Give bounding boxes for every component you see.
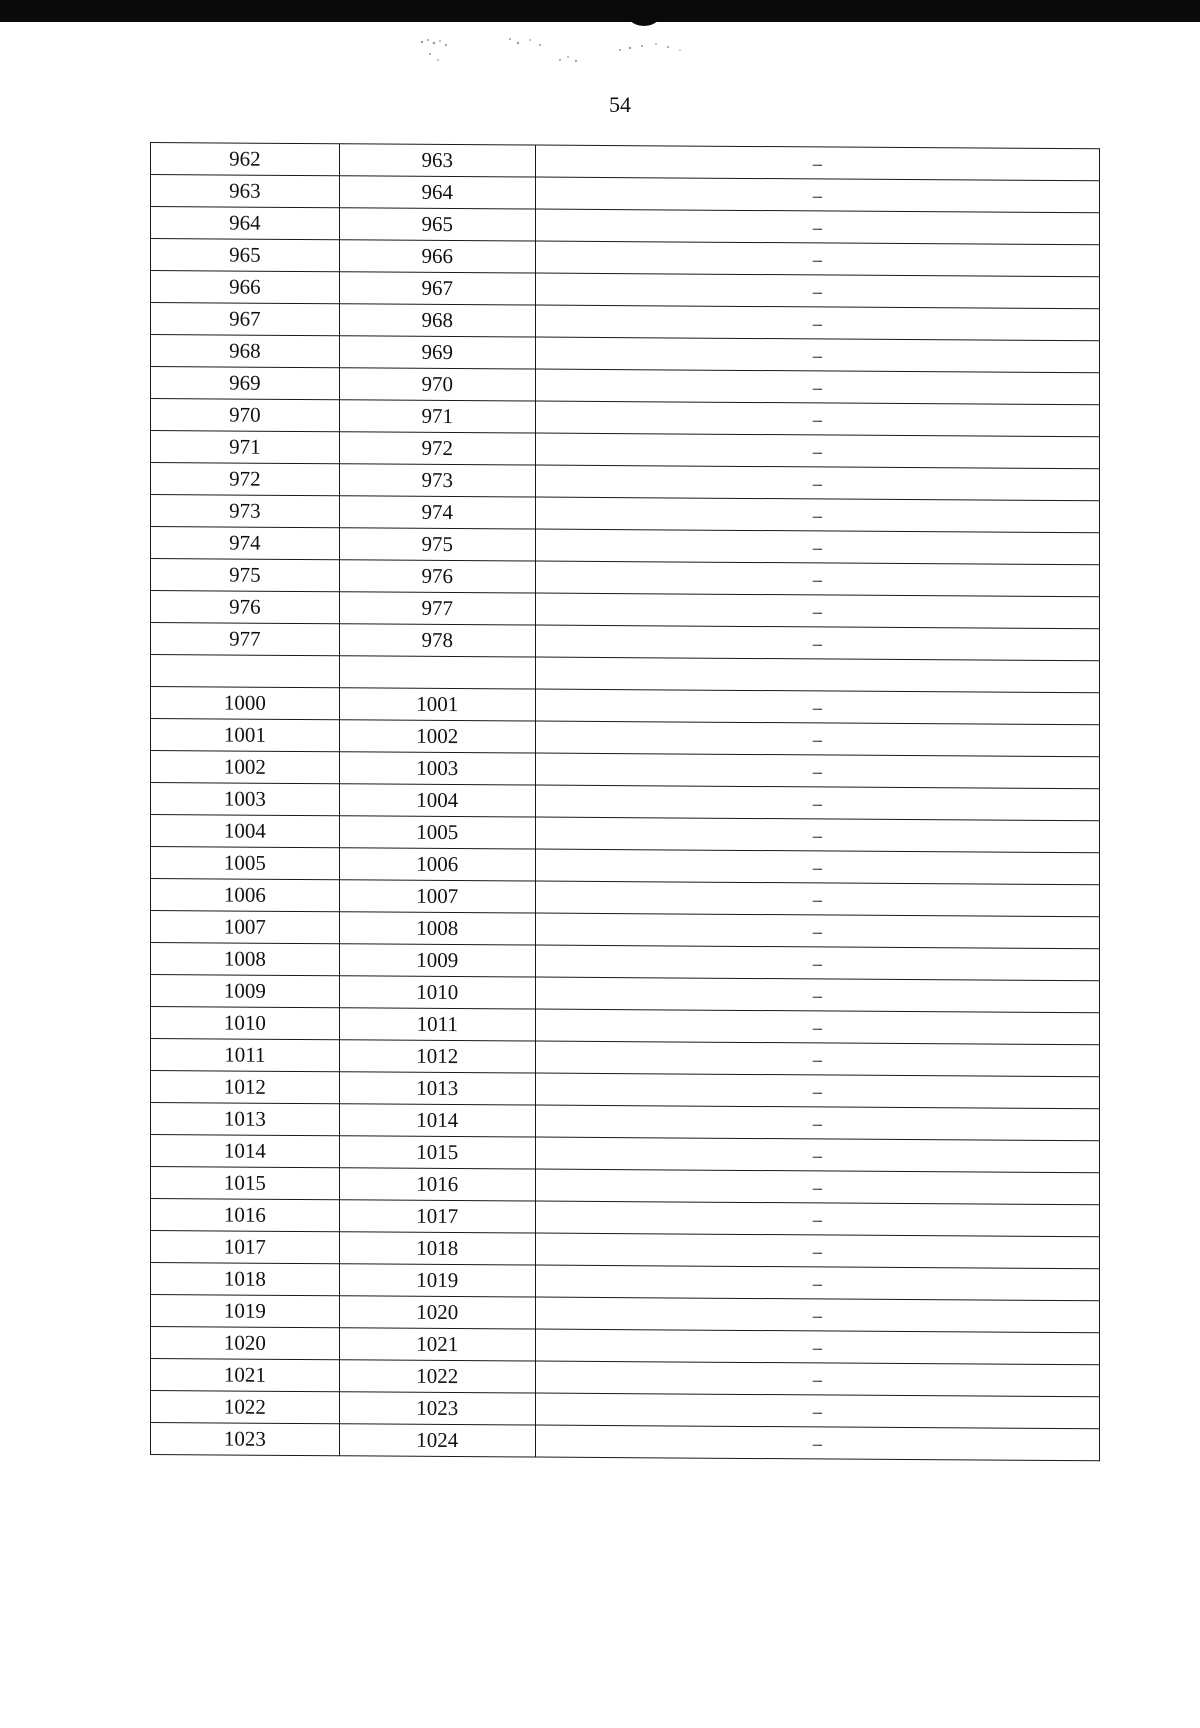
cell-value-text: – <box>812 825 822 846</box>
cell-value <box>535 497 1099 533</box>
scan-binding-mark <box>622 0 666 26</box>
cell-value <box>535 1009 1099 1045</box>
cell-value <box>535 1361 1099 1397</box>
cell-value <box>535 817 1099 853</box>
cell-from: 1018 <box>151 1263 340 1296</box>
cell-value-text: – <box>812 1177 822 1198</box>
cell-value-text: – <box>812 697 822 718</box>
cell-value <box>535 529 1099 565</box>
cell-value <box>535 625 1099 661</box>
cell-to: 1011 <box>339 1008 535 1041</box>
cell-value <box>535 1329 1099 1365</box>
cell-value-text: – <box>812 345 822 366</box>
cell-from: 1019 <box>151 1295 340 1328</box>
cell-value-text: – <box>812 153 822 174</box>
cell-from: 1000 <box>151 687 340 720</box>
cell-value <box>535 273 1099 309</box>
cell-value <box>535 465 1099 501</box>
cell-value <box>535 849 1099 885</box>
cell-from: 1014 <box>151 1135 340 1168</box>
cell-to: 1013 <box>339 1072 535 1105</box>
cell-to: 1020 <box>339 1296 535 1329</box>
cell-value <box>535 1297 1099 1333</box>
cell-from: 1015 <box>151 1167 340 1200</box>
cell-value <box>535 753 1099 789</box>
cell-from: 1022 <box>151 1391 340 1424</box>
cell-value-text: – <box>812 633 822 654</box>
cell-from: 1023 <box>151 1423 340 1456</box>
cell-from: 1016 <box>151 1199 340 1232</box>
cell-value <box>535 305 1099 341</box>
cell-value-text: – <box>812 185 822 206</box>
cell-value-text: – <box>812 281 822 302</box>
cell-to: 1015 <box>339 1136 535 1169</box>
cell-from: 1010 <box>151 1007 340 1040</box>
cell-value-text: – <box>812 1305 822 1326</box>
cell-value <box>535 1073 1099 1109</box>
cell-to: 973 <box>339 464 535 497</box>
cell-value-text: – <box>812 1433 822 1454</box>
cell-value-text: – <box>812 1273 822 1294</box>
cell-to: 975 <box>339 528 535 561</box>
cell-value-text: – <box>812 1401 822 1422</box>
cell-value-text: – <box>812 1113 822 1134</box>
cell-from: 1007 <box>151 911 340 944</box>
cell-from: 969 <box>151 367 340 400</box>
cell-value-text: – <box>812 985 822 1006</box>
cell-value <box>535 1137 1099 1173</box>
cell-value <box>535 209 1099 245</box>
scan-top-edge <box>0 0 1200 22</box>
cell-to: 1009 <box>339 944 535 977</box>
page-number: 54 <box>609 92 631 117</box>
cell-value-text: – <box>812 1369 822 1390</box>
cell-from: 1013 <box>151 1103 340 1136</box>
cell-value <box>535 433 1099 469</box>
cell-value <box>535 1201 1099 1237</box>
cell-value <box>535 369 1099 405</box>
cell-value-text: – <box>812 441 822 462</box>
cell-value <box>535 337 1099 373</box>
cell-to: 978 <box>339 624 535 657</box>
cell-from: 972 <box>151 463 340 496</box>
cell-to: 964 <box>339 176 535 209</box>
cell-to: 976 <box>339 560 535 593</box>
cell-to: 1016 <box>339 1168 535 1201</box>
cell-from: 966 <box>151 271 340 304</box>
cell-value <box>535 1393 1099 1429</box>
cell-value-text: – <box>812 377 822 398</box>
cell-to: 972 <box>339 432 535 465</box>
cell-to <box>339 656 535 689</box>
cell-from: 975 <box>151 559 340 592</box>
cell-to: 1012 <box>339 1040 535 1073</box>
data-table <box>150 142 1100 1461</box>
cell-value-text: – <box>812 1145 822 1166</box>
cell-to: 1004 <box>339 784 535 817</box>
cell-value-text: – <box>812 793 822 814</box>
cell-from: 1001 <box>151 719 340 752</box>
cell-from: 970 <box>151 399 340 432</box>
cell-from: 1011 <box>151 1039 340 1072</box>
cell-value <box>535 1425 1099 1461</box>
cell-to: 1017 <box>339 1200 535 1233</box>
cell-value-text: – <box>812 761 822 782</box>
cell-value <box>535 401 1099 437</box>
cell-value <box>535 561 1099 597</box>
cell-value-text: – <box>812 1241 822 1262</box>
cell-from: 1020 <box>151 1327 340 1360</box>
cell-to: 966 <box>339 240 535 273</box>
cell-from: 964 <box>151 207 340 240</box>
cell-value-text: – <box>812 889 822 910</box>
cell-from: 1008 <box>151 943 340 976</box>
cell-value <box>535 945 1099 981</box>
cell-to: 1003 <box>339 752 535 785</box>
cell-from: 1009 <box>151 975 340 1008</box>
cell-to: 974 <box>339 496 535 529</box>
cell-to: 968 <box>339 304 535 337</box>
cell-value-text: – <box>812 857 822 878</box>
table-row <box>151 1423 1100 1461</box>
cell-from: 1003 <box>151 783 340 816</box>
cell-to: 1018 <box>339 1232 535 1265</box>
cell-value-text: – <box>812 1081 822 1102</box>
cell-from: 977 <box>151 623 340 656</box>
cell-value-text: – <box>812 217 822 238</box>
cell-from: 974 <box>151 527 340 560</box>
cell-value-text: – <box>812 537 822 558</box>
cell-from: 1005 <box>151 847 340 880</box>
cell-value <box>535 1265 1099 1301</box>
cell-value-text: – <box>812 249 822 270</box>
cell-value-text: – <box>812 953 822 974</box>
cell-from: 968 <box>151 335 340 368</box>
cell-value-text: – <box>812 569 822 590</box>
cell-to: 1024 <box>339 1424 535 1457</box>
cell-from: 962 <box>151 143 340 176</box>
cell-value-text: – <box>812 473 822 494</box>
cell-to: 971 <box>339 400 535 433</box>
cell-value <box>535 1233 1099 1269</box>
cell-to: 1007 <box>339 880 535 913</box>
cell-to: 965 <box>339 208 535 241</box>
cell-to: 1021 <box>339 1328 535 1361</box>
cell-value <box>535 177 1099 213</box>
cell-from: 967 <box>151 303 340 336</box>
cell-value <box>535 241 1099 277</box>
cell-to: 1001 <box>339 688 535 721</box>
cell-from: 1002 <box>151 751 340 784</box>
cell-value-text: – <box>812 409 822 430</box>
cell-to: 1019 <box>339 1264 535 1297</box>
cell-from: 1006 <box>151 879 340 912</box>
cell-from: 1017 <box>151 1231 340 1264</box>
cell-to: 1010 <box>339 976 535 1009</box>
cell-from: 973 <box>151 495 340 528</box>
cell-value-text: – <box>812 313 822 334</box>
cell-from: 1004 <box>151 815 340 848</box>
cell-from: 1021 <box>151 1359 340 1392</box>
cell-from: 1012 <box>151 1071 340 1104</box>
cell-to: 977 <box>339 592 535 625</box>
cell-value <box>535 913 1099 949</box>
cell-value-text: – <box>812 729 822 750</box>
cell-value-text: – <box>812 1017 822 1038</box>
cell-to: 1014 <box>339 1104 535 1137</box>
cell-value-text: – <box>812 505 822 526</box>
cell-to: 969 <box>339 336 535 369</box>
cell-to: 1002 <box>339 720 535 753</box>
cell-value-text: – <box>812 601 822 622</box>
cell-value-text: – <box>812 921 822 942</box>
cell-to: 1006 <box>339 848 535 881</box>
cell-value-text: – <box>812 1049 822 1070</box>
cell-to: 1023 <box>339 1392 535 1425</box>
cell-value <box>535 1169 1099 1205</box>
cell-value <box>535 977 1099 1013</box>
cell-from: 963 <box>151 175 340 208</box>
cell-to: 1022 <box>339 1360 535 1393</box>
cell-from <box>151 655 340 688</box>
cell-to: 967 <box>339 272 535 305</box>
cell-to: 963 <box>339 144 535 177</box>
table-body <box>151 143 1100 1461</box>
cell-to: 970 <box>339 368 535 401</box>
cell-to: 1005 <box>339 816 535 849</box>
cell-value <box>535 1041 1099 1077</box>
cell-value <box>535 881 1099 917</box>
cell-value <box>535 689 1099 725</box>
cell-value-text: – <box>812 1209 822 1230</box>
cell-from: 976 <box>151 591 340 624</box>
cell-value <box>535 593 1099 629</box>
cell-value <box>535 721 1099 757</box>
cell-to: 1008 <box>339 912 535 945</box>
cell-value <box>535 785 1099 821</box>
cell-value <box>535 657 1099 693</box>
cell-value <box>535 145 1099 181</box>
scan-noise-marks <box>410 30 710 80</box>
cell-value-text: – <box>812 1337 822 1358</box>
cell-from: 965 <box>151 239 340 272</box>
cell-value <box>535 1105 1099 1141</box>
cell-from: 971 <box>151 431 340 464</box>
